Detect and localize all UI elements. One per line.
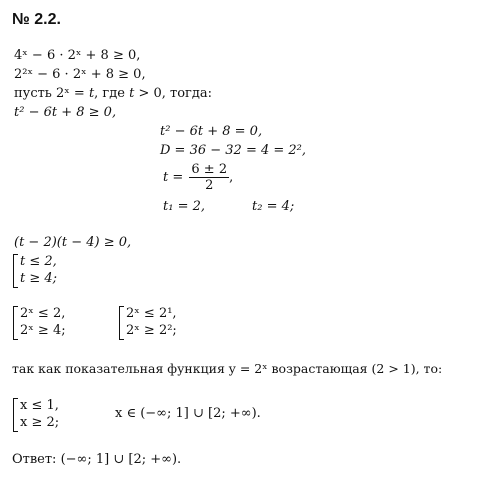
quadratic-inequality: t² − 6t + 8 ≥ 0, — [14, 105, 117, 120]
quadratic-equation: t² − 6t + 8 = 0, — [160, 124, 263, 139]
case-2x-ge-2-pow2: 2ˣ ≥ 2²; — [126, 323, 177, 338]
substitution-text-2: , где — [94, 86, 130, 101]
case-x-le-1: x ≤ 1, — [20, 398, 59, 413]
case-t-ge-4: t ≥ 4; — [20, 271, 58, 286]
system-bracket-4 — [13, 398, 18, 432]
case-x-ge-2: x ≥ 2; — [20, 415, 60, 430]
roots-formula-lhs: t = — [163, 170, 188, 185]
roots-fraction — [189, 162, 229, 193]
roots-fraction-numerator: 6 ± 2 — [191, 162, 228, 177]
monotonic-explanation: так как показательная функция y = 2ˣ возрастающая (2 > 1), то: — [12, 361, 443, 376]
case-2x-le-2-pow1: 2ˣ ≤ 2¹, — [126, 306, 177, 321]
factored-inequality: (t − 2)(t − 4) ≥ 0, — [14, 235, 132, 250]
substitution-var-2: t — [129, 86, 135, 101]
system-bracket-1 — [13, 254, 18, 288]
substitution-text-3: > 0, тогда: — [134, 86, 212, 101]
root-t1: t₁ = 2, — [163, 199, 205, 214]
roots-formula — [163, 162, 233, 193]
discriminant-line: D = 36 − 32 = 4 = 2², — [160, 143, 307, 158]
substitution-text-1: пусть 2ˣ = — [14, 86, 89, 101]
substitution-var-1: t — [88, 86, 95, 101]
inequality-line-2: 2²ˣ − 6 · 2ˣ + 8 ≥ 0, — [14, 67, 146, 82]
inequality-line-1: 4ˣ − 6 · 2ˣ + 8 ≥ 0, — [14, 48, 141, 63]
roots-formula-end: , — [229, 170, 234, 185]
system-bracket-2 — [13, 306, 18, 340]
system-bracket-3 — [119, 306, 124, 340]
roots-fraction-denominator: 2 — [205, 178, 214, 193]
answer-line: Ответ: (−∞; 1] ∪ [2; +∞). — [12, 452, 182, 467]
problem-number: № 2.2. — [12, 11, 61, 28]
case-2x-le-2: 2ˣ ≤ 2, — [20, 306, 66, 321]
case-2x-ge-4: 2ˣ ≥ 4; — [20, 323, 66, 338]
solution-set: x ∈ (−∞; 1] ∪ [2; +∞). — [115, 406, 261, 421]
root-t2: t₂ = 4; — [252, 199, 295, 214]
substitution-line — [14, 86, 212, 102]
case-t-le-2: t ≤ 2, — [20, 254, 57, 269]
